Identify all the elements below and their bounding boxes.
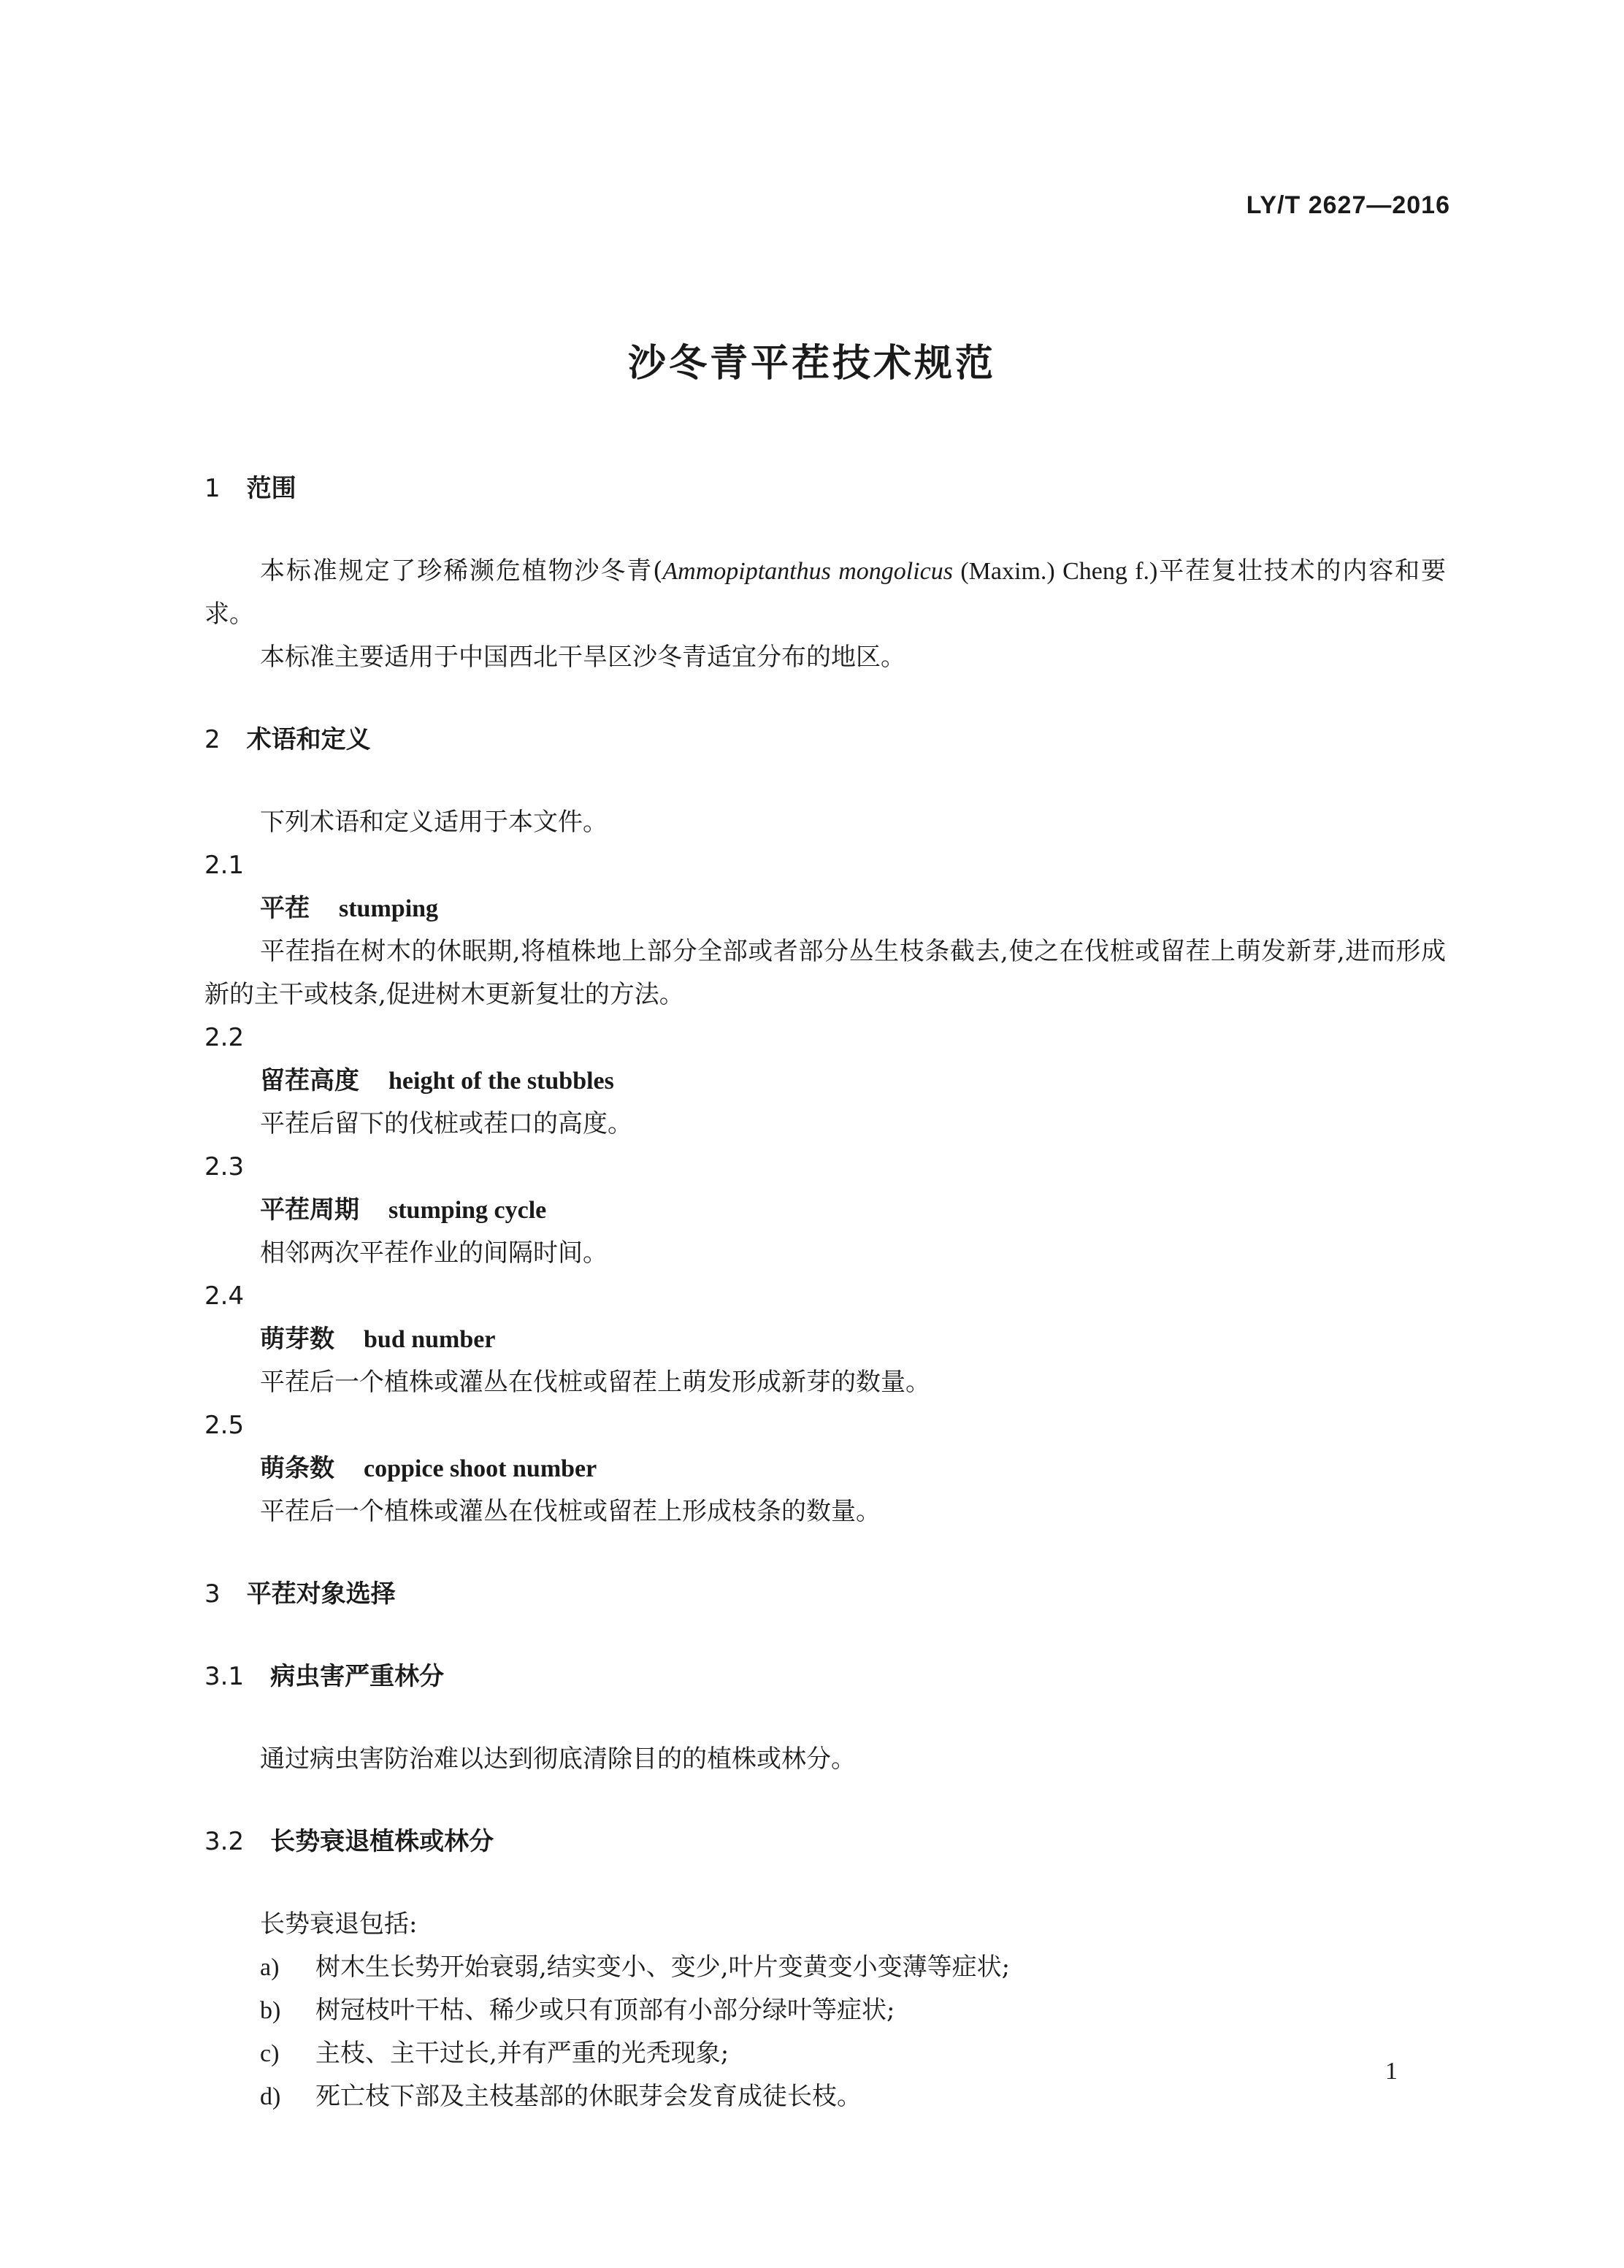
list-marker: b) [260, 1997, 281, 2024]
term-heading [204, 1318, 1446, 1361]
term-en: bud number [364, 1326, 496, 1353]
section-2-heading [204, 719, 1446, 762]
species-latin: Ammopiptanthus mongolicus [662, 558, 953, 585]
document-body [204, 467, 1446, 2118]
section-number: 1 [204, 474, 221, 503]
page-number: 1 [1385, 2058, 1398, 2085]
term-zh: 平茬周期 [260, 1195, 359, 1225]
section-number: 3 [204, 1579, 221, 1609]
section-title: 平茬对象选择 [246, 1579, 396, 1609]
term-number: 2.4 [204, 1282, 245, 1311]
term-number: 2.2 [204, 1023, 245, 1052]
list-text: 死亡枝下部及主枝基部的休眠芽会发育成徒长枝。 [315, 2082, 862, 2111]
section-title: 术语和定义 [246, 725, 371, 754]
subsection-number: 3.2 [204, 1827, 245, 1856]
subsection-number: 3.1 [204, 1662, 245, 1691]
term-heading [204, 1060, 1446, 1103]
term-number: 2.5 [204, 1411, 245, 1440]
list-text: 树木生长势开始衰弱,结实变小、变少,叶片变黄变小变薄等症状; [315, 1953, 1011, 1982]
term-number: 2.3 [204, 1152, 245, 1181]
section-number: 2 [204, 725, 221, 754]
subsection-3-1-heading [204, 1655, 1446, 1698]
subsection-3-1-text: 通过病虫害防治难以达到彻底清除目的的植株或林分。 [260, 1744, 856, 1774]
list-text: 树冠枝叶干枯、稀少或只有顶部有小部分绿叶等症状; [315, 1996, 895, 2025]
subsection-3-2-heading [204, 1820, 1446, 1863]
standard-code: LY/T 2627—2016 [1246, 191, 1450, 219]
species-name [662, 558, 1157, 585]
term-en: height of the stubbles [388, 1068, 614, 1095]
scope-paragraph-2: 本标准主要适用于中国西北干旱区沙冬青适宜分布的地区。 [260, 643, 905, 672]
subsection-3-2-intro: 长势衰退包括: [260, 1909, 418, 1939]
list-item [204, 1989, 1446, 2032]
species-author: (Maxim.) Cheng f.) [952, 558, 1158, 585]
document-title: 沙冬青平茬技术规范 [627, 342, 996, 386]
term-en: stumping [339, 895, 439, 922]
list-marker: c) [260, 2040, 280, 2067]
term-zh: 萌芽数 [260, 1325, 334, 1354]
term-number: 2.1 [204, 851, 245, 880]
term-definition: 平茬后一个植株或灌丛在伐桩或留茬上萌发形成新芽的数量。 [260, 1368, 930, 1397]
section-3-heading [204, 1573, 1446, 1616]
scope-text: 本标准规定了珍稀濒危植物沙冬青( [260, 556, 663, 586]
list-item [204, 2075, 1446, 2118]
term-definition: 相邻两次平茬作业的间隔时间。 [260, 1238, 608, 1268]
terms-intro: 下列术语和定义适用于本文件。 [260, 808, 608, 837]
subsection-title: 病虫害严重林分 [270, 1662, 445, 1691]
list-item [204, 1946, 1446, 1989]
term-zh: 平茬 [260, 894, 310, 923]
term-en: coppice shoot number [364, 1455, 597, 1482]
term-heading [204, 1447, 1446, 1490]
scope-paragraph-1 [204, 550, 1446, 636]
term-zh: 萌条数 [260, 1454, 334, 1483]
section-title: 范围 [246, 474, 296, 503]
scope-text-end: 平茬复壮技术的内容和要求。 [204, 556, 1447, 629]
list-marker: d) [260, 2083, 281, 2110]
term-definition: 平茬指在树木的休眠期,将植株地上部分全部或者部分丛生枝条截去,使之在伐桩或留茬上萌发新芽,进而形成新的主干或枝条,促进树木更新复壮的方法。 [204, 937, 1446, 1009]
term-heading [204, 1189, 1446, 1232]
section-1-heading [204, 467, 1446, 510]
term-en: stumping cycle [388, 1197, 547, 1224]
term-zh: 留茬高度 [260, 1066, 359, 1095]
term-definition: 平茬后一个植株或灌丛在伐桩或留茬上形成枝条的数量。 [260, 1497, 881, 1526]
list-text: 主枝、主干过长,并有严重的光秃现象; [315, 2039, 729, 2068]
term-definition: 平茬后留下的伐桩或茬口的高度。 [260, 1109, 632, 1138]
list-item [204, 2032, 1446, 2075]
list-marker: a) [260, 1954, 280, 1981]
term-heading [204, 887, 1446, 930]
subsection-title: 长势衰退植株或林分 [270, 1827, 494, 1856]
